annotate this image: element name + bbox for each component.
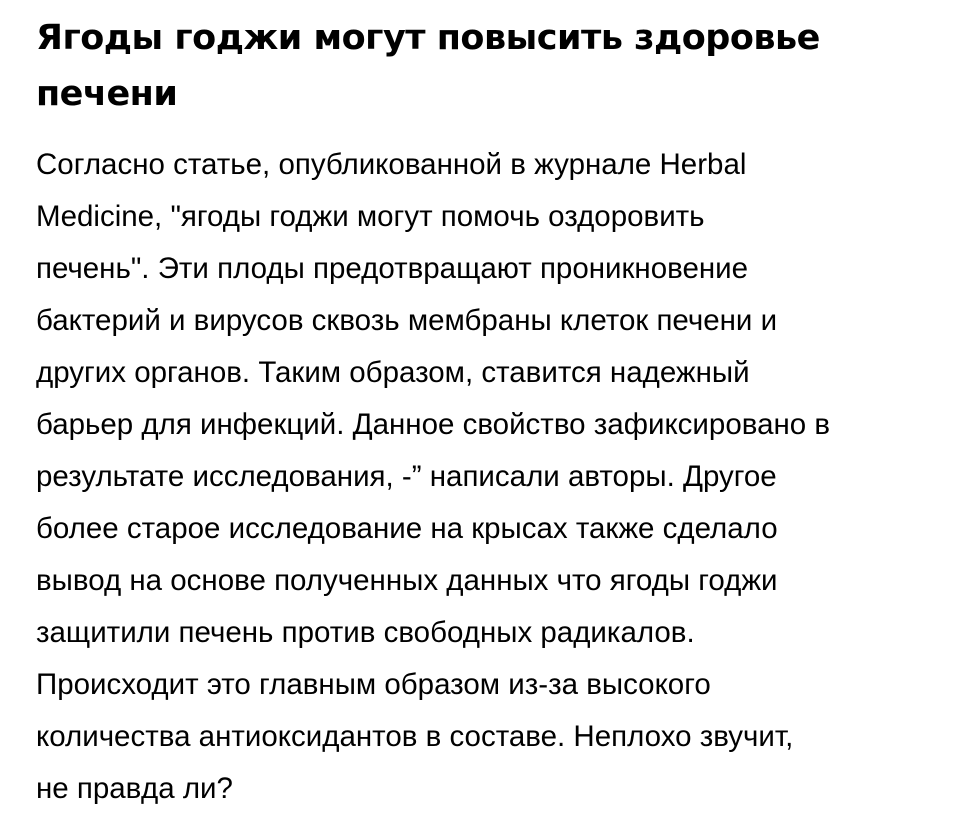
body-line: результате исследования, -” написали авторы. Другое — [36, 460, 777, 493]
body-line: количества антиоксидантов в составе. Неплохо звучит, — [36, 720, 794, 753]
title-line: печени — [36, 74, 178, 114]
body-line: печень". Эти плоды предотвращают проникновение — [36, 252, 749, 285]
article — [36, 10, 961, 815]
article-body — [36, 139, 961, 815]
body-line: Происходит это главным образом из-за высокого — [36, 668, 711, 701]
body-line: других органов. Таким образом, ставится надежный — [36, 356, 750, 389]
body-line: защитили печень против свободных радикалов. — [36, 616, 695, 649]
body-line: Medicine, "ягоды годжи могут помочь оздоровить — [36, 200, 705, 233]
body-line: Согласно статье, опубликованной в журнале Herbal — [36, 148, 747, 181]
body-line: вывод на основе полученных данных что ягоды годжи — [36, 564, 778, 597]
body-line: более старое исследование на крысах также сделало — [36, 512, 778, 545]
title-line: Ягоды годжи могут повысить здоровье — [36, 18, 820, 58]
article-title — [36, 10, 961, 122]
body-line: не правда ли? — [36, 772, 233, 805]
body-line: бактерий и вирусов сквозь мембраны клеток печени и — [36, 304, 778, 337]
body-line: барьер для инфекций. Данное свойство зафиксировано в — [36, 408, 831, 441]
